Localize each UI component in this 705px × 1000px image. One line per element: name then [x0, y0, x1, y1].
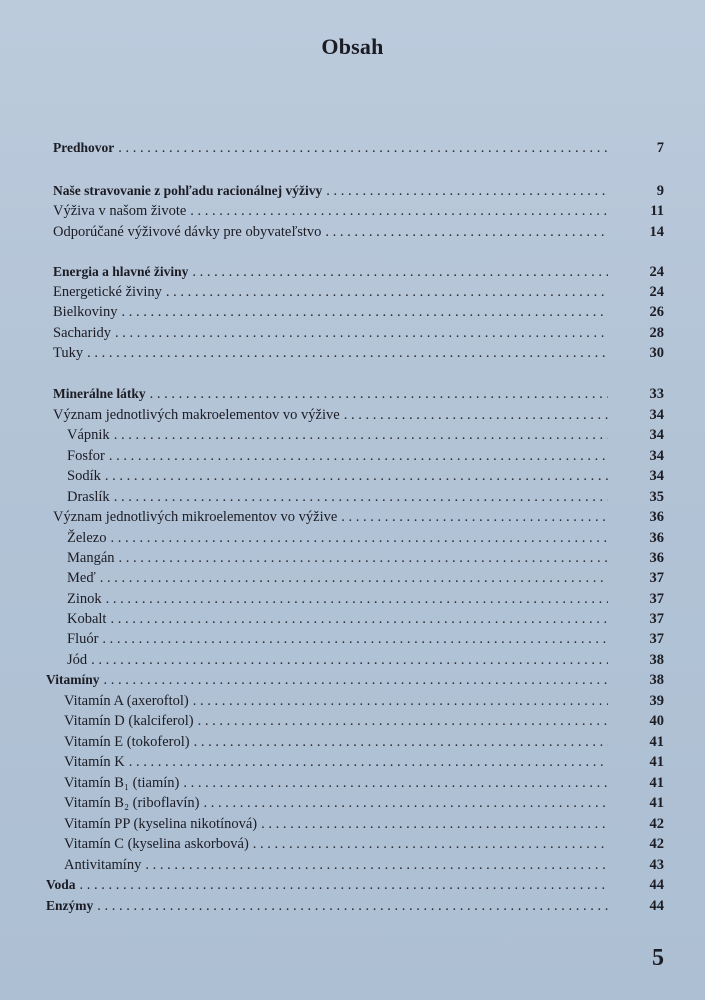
toc-entry: [53, 508, 664, 526]
toc-entry-page: 36: [649, 530, 664, 546]
dot-leader: [115, 324, 608, 342]
toc-entry-label: Vitamín PP (kyselina nikotínová): [64, 816, 258, 832]
toc-entry-page: 36: [649, 509, 664, 525]
dot-leader: [150, 385, 608, 403]
dot-leader: [110, 610, 608, 628]
toc-entry-label: Minerálne látky: [53, 386, 146, 401]
toc-entry-page: 41: [649, 734, 664, 750]
dot-leader: [183, 774, 608, 792]
toc-entry-page: 39: [649, 693, 664, 709]
toc-entry: [53, 385, 664, 403]
toc-entry-page: 34: [649, 448, 664, 464]
toc-entry-label: Význam jednotlivých mikroelementov vo výžive: [53, 509, 338, 525]
toc-entry-label: Vitamín A (axeroftol): [64, 693, 189, 709]
toc-entry-label: Tuky: [53, 345, 84, 361]
toc-entry: [67, 610, 664, 628]
dot-leader: [192, 263, 608, 281]
toc-entry-label: Kobalt: [67, 611, 107, 627]
dot-leader: [198, 712, 608, 730]
dot-leader: [121, 303, 608, 321]
toc-entry-page: 44: [649, 877, 664, 893]
toc-entry: [67, 590, 664, 608]
toc-entry-label: Energia a hlavné živiny: [53, 264, 189, 279]
toc-entry-label: Fluór: [67, 631, 99, 647]
toc-entry: [64, 794, 664, 812]
toc-entry: [64, 733, 664, 751]
dot-leader: [194, 733, 608, 751]
toc-entry-label: Draslík: [67, 489, 110, 505]
toc-entry: [67, 467, 664, 485]
toc-entry: [64, 692, 664, 710]
toc-entry-label: Jód: [67, 652, 88, 668]
toc-entry-page: 42: [649, 816, 664, 832]
toc-entry-label: Antivitamíny: [64, 857, 142, 873]
dot-leader: [110, 529, 608, 547]
toc-entry-page: 41: [649, 775, 664, 791]
toc-entry-page: 41: [649, 795, 664, 811]
toc-entry-page: 41: [649, 754, 664, 770]
toc-entry-page: 37: [649, 591, 664, 607]
toc-entry-page: 42: [649, 836, 664, 852]
dot-leader: [91, 651, 608, 669]
toc-entry-label: Predhovor: [53, 140, 115, 155]
toc-entry-label: Meď: [67, 570, 96, 586]
toc-entry-label: Vitamín K: [64, 754, 125, 770]
dot-leader: [87, 344, 608, 362]
toc-entry-label: Naše stravovanie z pohľadu racionálnej výživy: [53, 183, 323, 198]
dot-leader: [253, 835, 608, 853]
toc-entry-page: 40: [649, 713, 664, 729]
toc-entry-page: 7: [656, 140, 664, 156]
dot-leader: [114, 488, 608, 506]
toc-entry-page: 14: [649, 224, 664, 240]
toc-entry-label: Vitamíny: [46, 672, 100, 687]
toc-entry-page: 30: [649, 345, 664, 361]
dot-leader: [166, 283, 608, 301]
dot-leader: [190, 202, 608, 220]
dot-leader: [193, 692, 608, 710]
toc-entry-label: Vitamín E (tokoferol): [64, 734, 190, 750]
toc-entry-label: Vitamín C (kyselina askorbová): [64, 836, 249, 852]
toc-entry: [67, 549, 664, 567]
toc-entry: [53, 202, 664, 220]
toc-entry: [53, 223, 664, 241]
toc-entry: [67, 630, 664, 648]
toc-entry-page: 35: [649, 489, 664, 505]
toc-entry: [67, 426, 664, 444]
toc-entry-label: Výživa v našom živote: [53, 203, 187, 219]
toc-entry-page: 28: [649, 325, 664, 341]
dot-leader: [326, 182, 608, 200]
dot-leader: [106, 590, 608, 608]
dot-leader: [104, 671, 609, 689]
toc-entry-label: Mangán: [67, 550, 115, 566]
dot-leader: [114, 426, 608, 444]
toc-entry-label: Sodík: [67, 468, 101, 484]
dot-leader: [102, 630, 608, 648]
toc-entry-label: Voda: [46, 877, 76, 892]
toc-entry-label: Železo: [67, 530, 107, 546]
dot-leader: [119, 549, 608, 567]
dot-leader: [344, 406, 608, 424]
dot-leader: [118, 139, 608, 157]
toc-entry-label: Význam jednotlivých makroelementov vo výžive: [53, 407, 340, 423]
dot-leader: [145, 856, 608, 874]
toc-entry: [64, 835, 664, 853]
toc-entry: [64, 856, 664, 874]
toc-entry-page: 33: [649, 386, 664, 402]
toc-entry-page: 34: [649, 407, 664, 423]
toc-entry-label: Energetické živiny: [53, 284, 162, 300]
toc-entry: [53, 344, 664, 362]
page-number: 5: [652, 945, 664, 971]
dot-leader: [105, 467, 608, 485]
toc-entry: [46, 671, 664, 689]
toc-entry-page: 38: [649, 652, 664, 668]
toc-entry: [53, 324, 664, 342]
toc-entry-page: 37: [649, 611, 664, 627]
toc-entry: [53, 303, 664, 321]
toc-entry: [64, 815, 664, 833]
toc-entry-page: 34: [649, 427, 664, 443]
toc-entry-page: 36: [649, 550, 664, 566]
toc-entry: [67, 529, 664, 547]
dot-leader: [97, 897, 608, 915]
toc-entry: [53, 182, 664, 200]
toc-entry-page: 43: [649, 857, 664, 873]
toc-entry: [46, 876, 664, 894]
toc-entry-page: 24: [649, 284, 664, 300]
toc-entry-page: 9: [656, 183, 664, 199]
toc-entry-label: Enzýmy: [46, 898, 94, 913]
toc-entry-page: 11: [650, 203, 664, 219]
toc-entry: [67, 447, 664, 465]
toc-entry-label: Zinok: [67, 591, 102, 607]
toc-entry: [46, 897, 664, 915]
dot-leader: [261, 815, 608, 833]
toc-entry: [67, 569, 664, 587]
toc-entry-page: 38: [649, 672, 664, 688]
toc-entry-label: Vitamín D (kalciferol): [64, 713, 194, 729]
toc-entry: [64, 774, 664, 792]
dot-leader: [129, 753, 608, 771]
toc-entry: [53, 406, 664, 424]
dot-leader: [80, 876, 608, 894]
toc-entry: [53, 283, 664, 301]
toc-entry: [53, 263, 664, 281]
page-title: Obsah: [321, 34, 384, 59]
toc-entry-page: 34: [649, 468, 664, 484]
dot-leader: [203, 794, 608, 812]
toc-entry: [64, 753, 664, 771]
toc-entry-label: Vitamín B₁ (tiamín): [64, 775, 180, 791]
dot-leader: [341, 508, 608, 526]
toc-entry: [67, 488, 664, 506]
toc-entry-label: Fosfor: [67, 448, 105, 464]
toc-entry-page: 37: [649, 631, 664, 647]
toc-entry-label: Sacharidy: [53, 325, 111, 341]
dot-leader: [325, 223, 608, 241]
toc-entry-label: Odporúčané výživové dávky pre obyvateľstvo: [53, 224, 322, 240]
toc-entry-label: Vitamín B₂ (riboflavín): [64, 795, 200, 811]
toc-entry-page: 24: [649, 264, 664, 280]
toc-entry-page: 37: [649, 570, 664, 586]
toc-entry: [67, 651, 664, 669]
dot-leader: [109, 447, 608, 465]
toc-entry: [64, 712, 664, 730]
toc-entry-page: 26: [649, 304, 664, 320]
toc-entry-page: 44: [649, 898, 664, 914]
dot-leader: [100, 569, 608, 587]
toc-entry: [53, 139, 664, 157]
toc-entry-label: Vápnik: [67, 427, 110, 443]
toc-entry-label: Bielkoviny: [53, 304, 118, 320]
